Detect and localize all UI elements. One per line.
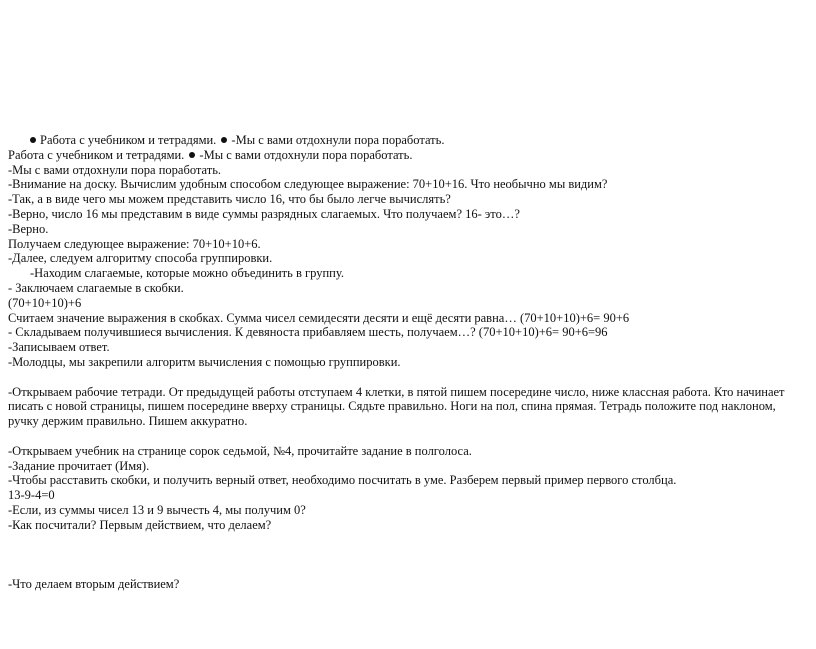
paragraph-spacer bbox=[8, 429, 808, 444]
line-1-part-2: -Мы с вами отдохнули пора поработать. bbox=[231, 133, 445, 147]
text-line-20: -Чтобы расставить скобки, и получить верный ответ, необходимо посчитать в уме. Разберем первый пример первого столбца. bbox=[8, 473, 677, 488]
text-line-24: -Что делаем вторым действием? bbox=[8, 576, 180, 591]
text-line-4: -Внимание на доску. Вычислим удобным способом следующее выражение: 70+10+16. Что необычно мы видим? bbox=[8, 177, 608, 192]
document-body bbox=[8, 133, 808, 591]
text-line-9: -Далее, следуем алгоритму способа группировки. bbox=[8, 251, 273, 266]
paragraph-spacer bbox=[8, 370, 808, 385]
text-line-7: -Верно. bbox=[8, 221, 49, 236]
text-line-15: -Записываем ответ. bbox=[8, 340, 110, 355]
text-line-13: Считаем значение выражения в скобках. Сумма чисел семидесяти десяти и ещё десяти равна… (70+10+10)+6= 90+6 bbox=[8, 310, 630, 325]
text-line-14: - Складываем получившиеся вычисления. К девяноста прибавляем шесть, получаем…? (70+10+10)+6= 90+6=96 bbox=[8, 325, 608, 340]
text-line-11: - Заключаем слагаемые в скобки. bbox=[8, 280, 184, 295]
line-2-part-1: Работа с учебником и тетрадями. bbox=[8, 147, 185, 162]
text-paragraph-notebook: -Открываем рабочие тетради. От предыдущей работы отступаем 4 клетки, в пятой пишем посередине число, ниже классная работа. Кто начинает писать с новой страницы, пишем посередине вверху страницы. Сядьте правильно. Ноги на пол, спина прямая. Тетрадь положите под наклоном, ручку держим правильно. Пишем аккуратно. bbox=[8, 384, 785, 429]
text-line-2 bbox=[8, 148, 808, 163]
paragraph-spacer bbox=[8, 533, 808, 577]
text-line-5: -Так, а в виде чего мы можем представить число 16, что бы было легче вычислять? bbox=[8, 192, 451, 207]
line-2-part-2: -Мы с вами отдохнули пора поработать. bbox=[199, 147, 413, 162]
bullet-icon bbox=[189, 152, 195, 158]
text-line-12: (70+10+10)+6 bbox=[8, 295, 82, 310]
text-line-1 bbox=[8, 133, 808, 148]
line-1-part-1: Работа с учебником и тетрадями. bbox=[40, 133, 217, 147]
text-line-3: -Мы с вами отдохнули пора поработать. bbox=[8, 162, 222, 177]
text-line-18: -Открываем учебник на странице сорок седьмой, №4, прочитайте задание в полголоса. bbox=[8, 443, 472, 458]
text-line-6: -Верно, число 16 мы представим в виде суммы разрядных слагаемых. Что получаем? 16- это…? bbox=[8, 206, 520, 221]
bullet-icon bbox=[221, 137, 227, 143]
text-line-21: 13-9-4=0 bbox=[8, 488, 55, 503]
text-line-10: -Находим слагаемые, которые можно объединить в группу. bbox=[30, 266, 344, 281]
bullet-icon bbox=[30, 137, 36, 143]
text-line-22: -Если, из суммы чисел 13 и 9 вычесть 4, мы получим 0? bbox=[8, 502, 306, 517]
text-line-19: -Задание прочитает (Имя). bbox=[8, 458, 150, 473]
text-line-23: -Как посчитали? Первым действием, что делаем? bbox=[8, 517, 272, 532]
text-line-16: -Молодцы, мы закрепили алгоритм вычисления с помощью группировки. bbox=[8, 354, 401, 369]
text-line-8: Получаем следующее выражение: 70+10+10+6. bbox=[8, 236, 261, 251]
